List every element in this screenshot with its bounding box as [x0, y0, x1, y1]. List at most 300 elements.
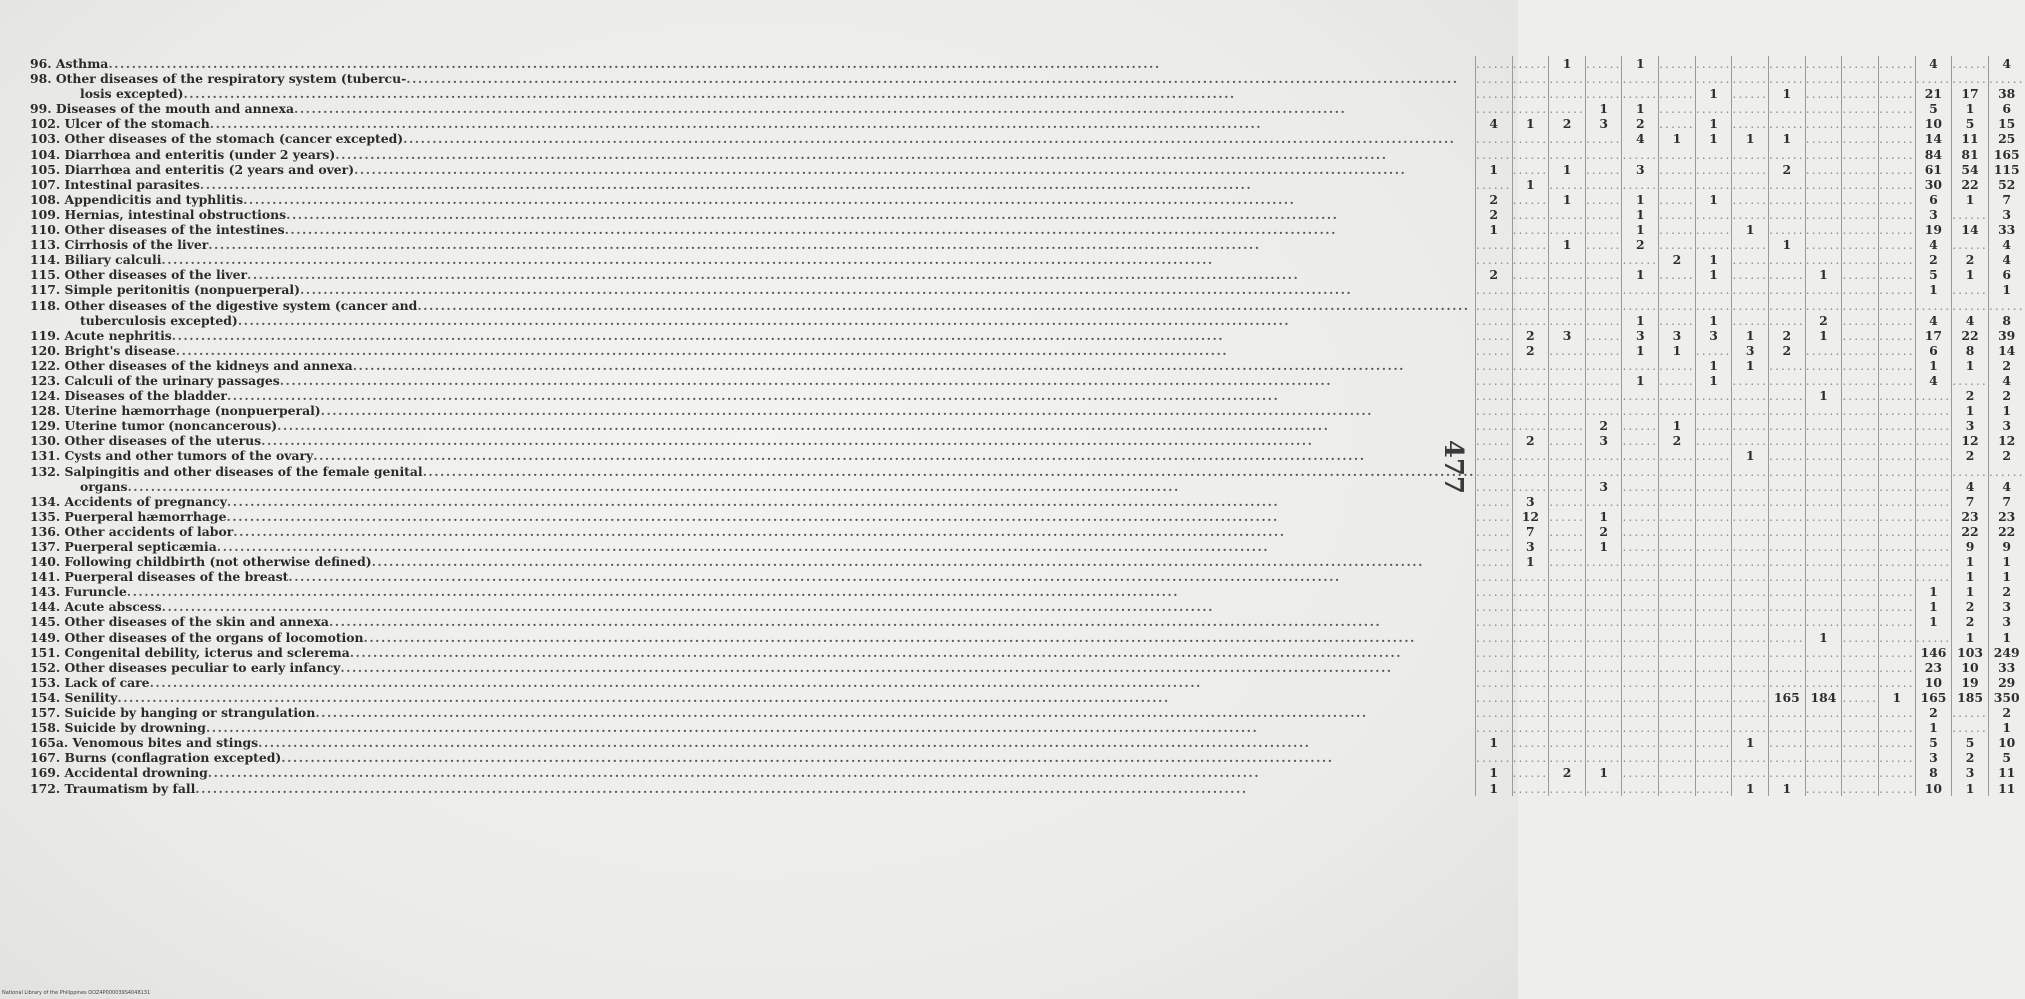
value-cell: [1769, 750, 1806, 765]
value-cell: [1878, 569, 1915, 584]
value-cell: [1695, 448, 1732, 463]
value-cell: [1659, 584, 1696, 599]
value-cell: [1732, 313, 1769, 328]
value-cell: [1915, 403, 1952, 418]
value-cell: [1695, 177, 1732, 192]
value-cell: [1842, 116, 1879, 131]
value-cell: [1659, 147, 1696, 162]
value-cell: [1475, 750, 1512, 765]
value-cell: [1769, 101, 1806, 116]
value-cell: [1659, 71, 1696, 86]
value-cell: [1769, 539, 1806, 554]
value-cell: 17: [1952, 86, 1989, 101]
value-cell: [1732, 147, 1769, 162]
value-cell: [1769, 464, 1806, 479]
value-cell: [1769, 494, 1806, 509]
value-cell: 4: [1988, 252, 2024, 267]
value-cell: [1695, 403, 1732, 418]
value-cell: [1512, 298, 1549, 313]
leader-dots: [162, 599, 1475, 614]
value-cell: [1732, 690, 1769, 705]
value-cell: [1878, 116, 1915, 131]
value-cell: [1585, 781, 1622, 796]
value-cell: 1: [1659, 418, 1696, 433]
value-cell: 165: [1988, 147, 2024, 162]
row-label-cell: [30, 690, 1475, 705]
value-cell: [1952, 705, 1989, 720]
value-cell: [1805, 237, 1842, 252]
value-cell: 1: [1695, 131, 1732, 146]
value-cell: [1878, 765, 1915, 780]
value-cell: [1842, 630, 1879, 645]
row-label-cell: [30, 433, 1475, 448]
value-cell: [1805, 403, 1842, 418]
value-cell: 6: [1988, 267, 2024, 282]
value-cell: [1878, 433, 1915, 448]
value-cell: [1805, 554, 1842, 569]
value-cell: 2: [1915, 705, 1952, 720]
value-cell: [1659, 660, 1696, 675]
value-cell: [1769, 524, 1806, 539]
leader-dots: [206, 720, 1475, 735]
value-cell: [1805, 56, 1842, 71]
value-cell: [1622, 720, 1659, 735]
value-cell: [1842, 358, 1879, 373]
table-row: [30, 71, 2025, 86]
value-cell: [1952, 237, 1989, 252]
value-cell: 2: [1769, 162, 1806, 177]
row-label: 145. Other diseases of the skin and annexa: [30, 614, 329, 630]
value-cell: 1: [1622, 343, 1659, 358]
value-cell: [1659, 720, 1696, 735]
value-cell: [1659, 675, 1696, 690]
table-row: [30, 690, 2025, 705]
value-cell: [1842, 162, 1879, 177]
row-label-cell: [30, 660, 1475, 675]
value-cell: [1549, 524, 1586, 539]
value-cell: [1585, 252, 1622, 267]
table-row: [30, 509, 2025, 524]
value-cell: [1842, 494, 1879, 509]
row-label-cell: [30, 524, 1475, 539]
value-cell: [1805, 177, 1842, 192]
row-label-cell: [30, 539, 1475, 554]
table-row: [30, 660, 2025, 675]
value-cell: 4: [1988, 237, 2024, 252]
value-cell: [1842, 569, 1879, 584]
row-label: 136. Other accidents of labor: [30, 523, 234, 539]
value-cell: [1512, 584, 1549, 599]
value-cell: [1549, 645, 1586, 660]
leader-dots: [335, 147, 1475, 162]
value-cell: [1842, 207, 1879, 222]
value-cell: 1: [1585, 539, 1622, 554]
value-cell: [1659, 237, 1696, 252]
value-cell: [1549, 388, 1586, 403]
row-label: 108. Appendicitis and typhlitis: [30, 191, 244, 207]
row-label: 167. Burns (conflagration excepted): [30, 750, 282, 766]
value-cell: 22: [1952, 177, 1989, 192]
value-cell: [1475, 433, 1512, 448]
value-cell: [1952, 373, 1989, 388]
value-cell: 2: [1512, 343, 1549, 358]
value-cell: [1732, 464, 1769, 479]
leader-dots: [285, 222, 1475, 237]
value-cell: [1878, 282, 1915, 297]
value-cell: [1805, 418, 1842, 433]
value-cell: [1842, 313, 1879, 328]
row-label: 107. Intestinal parasites: [30, 176, 200, 192]
table-row: [30, 252, 2025, 267]
row-label-cell: [30, 705, 1475, 720]
value-cell: [1512, 675, 1549, 690]
value-cell: [1769, 509, 1806, 524]
value-cell: [1475, 554, 1512, 569]
value-cell: 1: [1695, 267, 1732, 282]
value-cell: 14: [1988, 343, 2024, 358]
value-cell: [1732, 237, 1769, 252]
value-cell: 1: [1695, 86, 1732, 101]
table-row: [30, 56, 2025, 71]
value-cell: [1769, 569, 1806, 584]
value-cell: [1805, 252, 1842, 267]
row-label-cell: [30, 131, 1475, 146]
value-cell: [1842, 131, 1879, 146]
value-cell: [1622, 539, 1659, 554]
value-cell: 1: [1695, 358, 1732, 373]
value-cell: [1695, 298, 1732, 313]
value-cell: [1622, 494, 1659, 509]
value-cell: [1475, 524, 1512, 539]
value-cell: 1: [1732, 222, 1769, 237]
value-cell: [1585, 675, 1622, 690]
leader-dots: [315, 705, 1475, 720]
value-cell: [1512, 645, 1549, 660]
value-cell: [1512, 735, 1549, 750]
leader-dots: [313, 448, 1475, 463]
leader-dots: [423, 464, 1475, 479]
value-cell: [1842, 750, 1879, 765]
value-cell: [1732, 373, 1769, 388]
value-cell: [1695, 282, 1732, 297]
value-cell: 2: [1512, 433, 1549, 448]
value-cell: [1878, 494, 1915, 509]
value-cell: [1878, 735, 1915, 750]
page-number: 477: [1438, 439, 1469, 495]
value-cell: [1805, 298, 1842, 313]
value-cell: [1585, 388, 1622, 403]
value-cell: [1988, 71, 2024, 86]
value-cell: [1622, 569, 1659, 584]
value-cell: [1769, 313, 1806, 328]
value-cell: [1915, 418, 1952, 433]
value-cell: [1475, 403, 1512, 418]
value-cell: [1622, 690, 1659, 705]
row-label: 96. Asthma: [30, 56, 109, 71]
row-label-cell: [30, 645, 1475, 660]
value-cell: 23: [1952, 509, 1989, 524]
value-cell: 4: [1915, 237, 1952, 252]
value-cell: [1878, 464, 1915, 479]
table-row: [30, 147, 2025, 162]
value-cell: [1659, 373, 1696, 388]
value-cell: [1475, 86, 1512, 101]
value-cell: [1585, 464, 1622, 479]
value-cell: [1878, 403, 1915, 418]
value-cell: [1475, 388, 1512, 403]
row-label: tuberculosis excepted): [80, 312, 238, 328]
leader-dots: [183, 86, 1474, 101]
value-cell: 84: [1915, 147, 1952, 162]
value-cell: [1585, 267, 1622, 282]
value-cell: 3: [1988, 614, 2024, 629]
value-cell: 21: [1915, 86, 1952, 101]
value-cell: 7: [1988, 494, 2024, 509]
value-cell: [1878, 86, 1915, 101]
value-cell: [1769, 554, 1806, 569]
row-label-cell: [30, 750, 1475, 765]
value-cell: 2: [1988, 358, 2024, 373]
leader-dots: [294, 101, 1475, 116]
table-row: [30, 313, 2025, 328]
value-cell: 7: [1952, 494, 1989, 509]
value-cell: 3: [1659, 328, 1696, 343]
table-row: [30, 237, 2025, 252]
row-label: 110. Other diseases of the intestines: [30, 222, 285, 238]
value-cell: [1659, 750, 1696, 765]
value-cell: [1732, 388, 1769, 403]
value-cell: 1: [1622, 267, 1659, 282]
value-cell: [1732, 101, 1769, 116]
value-cell: [1732, 554, 1769, 569]
value-cell: 1: [1622, 313, 1659, 328]
value-cell: [1732, 675, 1769, 690]
value-cell: [1585, 207, 1622, 222]
value-cell: [1659, 448, 1696, 463]
row-label-cell: [30, 116, 1475, 131]
value-cell: [1512, 237, 1549, 252]
value-cell: [1695, 207, 1732, 222]
value-cell: 4: [1988, 373, 2024, 388]
value-cell: [1585, 569, 1622, 584]
value-cell: [1732, 267, 1769, 282]
row-label: 165a. Venomous bites and stings: [30, 735, 259, 751]
value-cell: [1878, 207, 1915, 222]
value-cell: [1475, 720, 1512, 735]
value-cell: [1695, 705, 1732, 720]
value-cell: [1805, 147, 1842, 162]
value-cell: [1805, 448, 1842, 463]
value-cell: [1585, 614, 1622, 629]
leader-dots: [208, 765, 1475, 780]
value-cell: 2: [1585, 524, 1622, 539]
value-cell: 1: [1622, 222, 1659, 237]
value-cell: [1622, 509, 1659, 524]
value-cell: [1805, 207, 1842, 222]
value-cell: 1: [1988, 403, 2024, 418]
row-label: 113. Cirrhosis of the liver: [30, 237, 209, 253]
value-cell: [1842, 675, 1879, 690]
value-cell: 8: [1915, 765, 1952, 780]
value-cell: 1: [1915, 282, 1952, 297]
value-cell: [1842, 252, 1879, 267]
value-cell: [1805, 222, 1842, 237]
value-cell: [1475, 373, 1512, 388]
value-cell: [1878, 237, 1915, 252]
value-cell: [1475, 660, 1512, 675]
row-label-cell: [30, 373, 1475, 388]
value-cell: [1549, 494, 1586, 509]
value-cell: [1769, 675, 1806, 690]
value-cell: 1: [1915, 720, 1952, 735]
value-cell: 61: [1915, 162, 1952, 177]
value-cell: [1695, 388, 1732, 403]
value-cell: [1732, 116, 1769, 131]
value-cell: 1: [1952, 554, 1989, 569]
value-cell: [1585, 71, 1622, 86]
value-cell: [1512, 267, 1549, 282]
value-cell: 33: [1988, 660, 2024, 675]
value-cell: [1622, 599, 1659, 614]
value-cell: 2: [1769, 343, 1806, 358]
value-cell: 2: [1549, 116, 1586, 131]
value-cell: [1585, 494, 1622, 509]
value-cell: [1695, 433, 1732, 448]
value-cell: [1622, 403, 1659, 418]
value-cell: [1549, 554, 1586, 569]
value-cell: 10: [1952, 660, 1989, 675]
leader-dots: [372, 554, 1475, 569]
row-label-cell: [30, 252, 1475, 267]
value-cell: [1622, 614, 1659, 629]
value-cell: [1512, 252, 1549, 267]
row-label: 104. Diarrhœa and enteritis (under 2 years): [30, 146, 336, 162]
value-cell: 165: [1915, 690, 1952, 705]
value-cell: [1659, 192, 1696, 207]
value-cell: 1: [1952, 192, 1989, 207]
value-cell: [1549, 781, 1586, 796]
row-label: 103. Other diseases of the stomach (cancer excepted): [30, 131, 404, 147]
row-label: 102. Ulcer of the stomach: [30, 116, 210, 132]
value-cell: 5: [1952, 116, 1989, 131]
value-cell: 1: [1585, 101, 1622, 116]
value-cell: [1659, 222, 1696, 237]
leader-dots: [406, 71, 1475, 86]
value-cell: [1512, 781, 1549, 796]
value-cell: [1915, 464, 1952, 479]
value-cell: 1: [1769, 781, 1806, 796]
value-cell: [1769, 56, 1806, 71]
value-cell: 14: [1952, 222, 1989, 237]
row-label-cell: [30, 509, 1475, 524]
row-label-cell: [30, 765, 1475, 780]
leader-dots: [354, 162, 1475, 177]
row-label: 140. Following childbirth (not otherwise defined): [30, 554, 372, 570]
value-cell: 1: [1475, 781, 1512, 796]
value-cell: 4: [1622, 131, 1659, 146]
value-cell: [1695, 524, 1732, 539]
value-cell: [1952, 464, 1989, 479]
leader-dots: [288, 569, 1475, 584]
value-cell: 10: [1915, 675, 1952, 690]
value-cell: [1842, 735, 1879, 750]
row-label-cell: [30, 403, 1475, 418]
value-cell: 9: [1952, 539, 1989, 554]
value-cell: [1549, 705, 1586, 720]
value-cell: [1585, 56, 1622, 71]
value-cell: 1: [1952, 630, 1989, 645]
row-label-cell: [30, 554, 1475, 569]
value-cell: 1: [1549, 56, 1586, 71]
value-cell: [1842, 539, 1879, 554]
value-cell: [1769, 282, 1806, 297]
value-cell: [1732, 207, 1769, 222]
row-label-cell: [30, 630, 1475, 645]
value-cell: [1549, 464, 1586, 479]
value-cell: [1512, 660, 1549, 675]
value-cell: [1805, 614, 1842, 629]
value-cell: [1512, 720, 1549, 735]
value-cell: [1732, 282, 1769, 297]
value-cell: [1512, 358, 1549, 373]
value-cell: [1549, 509, 1586, 524]
leader-dots: [233, 524, 1475, 539]
value-cell: [1659, 781, 1696, 796]
value-cell: [1659, 388, 1696, 403]
value-cell: [1769, 207, 1806, 222]
value-cell: [1769, 358, 1806, 373]
value-cell: [1915, 71, 1952, 86]
row-label: 137. Puerperal septicæmia: [30, 539, 217, 554]
value-cell: [1659, 690, 1696, 705]
value-cell: 1: [1512, 554, 1549, 569]
value-cell: [1915, 298, 1952, 313]
table-row: [30, 645, 2025, 660]
value-cell: [1732, 509, 1769, 524]
value-cell: [1769, 418, 1806, 433]
value-cell: 1: [1659, 343, 1696, 358]
row-label-cell: [30, 267, 1475, 282]
table-row: [30, 433, 2025, 448]
value-cell: [1805, 765, 1842, 780]
value-cell: 3: [1952, 418, 1989, 433]
value-cell: 2: [1952, 448, 1989, 463]
value-cell: 2: [1475, 267, 1512, 282]
value-cell: 115: [1988, 162, 2024, 177]
value-cell: 15: [1988, 116, 2024, 131]
leader-dots: [108, 56, 1475, 71]
value-cell: [1622, 252, 1659, 267]
value-cell: [1732, 494, 1769, 509]
row-label: 109. Hernias, intestinal obstructions: [30, 206, 287, 222]
value-cell: 1: [1805, 267, 1842, 282]
value-cell: [1622, 464, 1659, 479]
row-label-cell: [30, 192, 1475, 207]
value-cell: [1622, 282, 1659, 297]
row-label-cell: [30, 675, 1475, 690]
value-cell: 9: [1988, 539, 2024, 554]
value-cell: [1695, 237, 1732, 252]
value-cell: [1732, 192, 1769, 207]
value-cell: [1659, 464, 1696, 479]
value-cell: [1805, 675, 1842, 690]
value-cell: [1878, 630, 1915, 645]
value-cell: 1: [1769, 131, 1806, 146]
value-cell: [1695, 222, 1732, 237]
value-cell: [1842, 418, 1879, 433]
value-cell: [1549, 599, 1586, 614]
value-cell: [1805, 660, 1842, 675]
